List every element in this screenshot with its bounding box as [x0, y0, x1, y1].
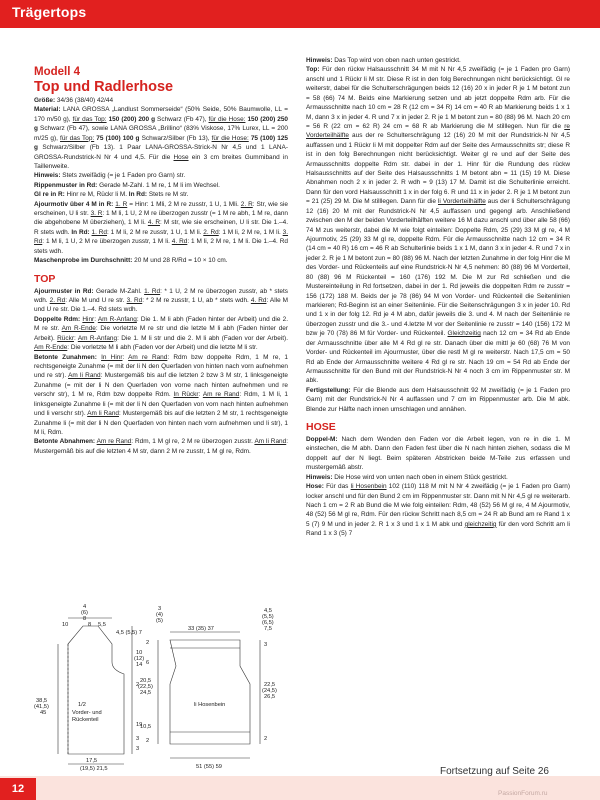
doppelte-t3: : Die vorletzte M re str und die letzte M li abh (Faden hinter der Arbeit). [34, 325, 288, 342]
schematics [28, 604, 298, 774]
material-t5: Schwarz/Silber (Fb 13). 1 Paar LANA-GROSSA-Strick-N Nr 4,5 und 1 LANA-GROSSA-Rundstrick-N Nr 4 und 4,5. Für die [34, 144, 288, 161]
top-heading: TOP [34, 272, 56, 285]
d2-left-a: 2 [146, 640, 150, 646]
material-b4: 75 (100) 125 g [34, 134, 288, 152]
doppelte-t2: : Die 1. M li abh (Faden hinter der Arbeit) und die 2. M re str. [34, 315, 288, 333]
doppelte-u1: Hinr [82, 315, 95, 323]
hose-heading: HOSE [306, 421, 336, 434]
betonte-zu-t2: : Rdm bzw doppelte Rdm, 1 M re, 1 rechtsgeneigte Zunahme (= mit der li N den Querfaden von hinten nach vorn aufnehmen und re str). [34, 353, 288, 380]
d1-right-f: 19 [136, 722, 143, 728]
betonte-ab-u2: Am li Rand [254, 438, 287, 446]
ajour-u1: 1. R [115, 200, 128, 208]
betonte-zu-t1: : [122, 353, 129, 361]
model-title: Top und Radlerhose [34, 79, 174, 95]
ajour-paragraph [34, 200, 288, 257]
ajour-t9: : 1 M li, 2 M re, 1 M li. Die 1.–4. Rd stets wdh. [34, 238, 288, 255]
d2-left-g: 2 [146, 738, 150, 744]
sizes-text: 34/36 (38/40) 42/44 [55, 97, 114, 104]
d2-left-c: 20,5 [140, 678, 152, 684]
maschenprobe-paragraph [34, 256, 288, 265]
d1-half: 1/2 [78, 702, 86, 708]
right-column [306, 56, 570, 539]
doppelte-u2: Am R-Anfang [97, 315, 137, 323]
doppelte-u4: Rückr [57, 334, 74, 342]
d2-left-f: 10,5 [140, 724, 152, 730]
d2-top-c: (5) [156, 618, 163, 624]
doppelte-t4: : [73, 334, 78, 342]
betonte-zu-t6: : Mustergemäß bis auf die letzten 2 M str, 1 rechtsgeneigte Zunahme li (= mit der li N den Querfaden von hinten nach vorn aufnehmen und li str), 1 M li, Rdm. [34, 410, 288, 436]
d1-top-mid: 8 [88, 622, 92, 628]
top-label: Top: [306, 66, 320, 74]
rippen-label: Rippenmuster in Rd: [34, 181, 98, 189]
hose-schematic [158, 632, 260, 758]
material-u4: für die Hose: [211, 134, 249, 142]
d2-right-e: 3 [264, 642, 268, 648]
betonte-ab-t1: : Rdm, 1 M gl re, 2 M re überzogen zusstr. [131, 438, 255, 446]
gl-re-text: Hinr re M, Rückr li M. [64, 191, 129, 199]
d2-right-i: 2 [264, 736, 268, 742]
doppel-text: Nach dem Wenden den Faden vor die Arbeit legen, von re in die 1. M einstechen, die M abh. Dann den Faden fest über die N nach hinten ziehen, sodass die M doppelt auf der N liegt. Beim späteren Abstricken beide M-Teile zus erfassen und mustergemäß abstr. [306, 436, 570, 472]
d1-left-c: 45 [40, 710, 47, 716]
d2-right-c: (6,5) [262, 620, 274, 626]
betonte-ab-t2: : Mustergemäß bis auf die letzten 4 M str, dann 2 M re zusstr, 1 M gl re, Rdm. [34, 438, 288, 455]
hinweis2-text: Das Top wird von oben nach unten gestrickt. [332, 57, 461, 64]
hose-text: Für das [323, 483, 351, 491]
rippen-paragraph [34, 181, 288, 190]
page-number: 12 [0, 778, 36, 800]
material-b1: 150 (200) 200 g [106, 115, 156, 123]
ajour-t4: : M str, wie sie erscheinen, U li str. Die 1.–4. R stets wdh. [34, 219, 288, 236]
hinweis3-text: Die Hose wird von unten nach oben in einem Stück gestrickt. [332, 473, 508, 481]
material-u5: Hose [173, 153, 189, 161]
hose-outline [170, 640, 250, 744]
doppelte-u3: Am R-Ende [61, 325, 96, 333]
d2-right-d: 7,5 [264, 626, 272, 632]
doppelte-u5: Am R-Anfang [77, 334, 118, 342]
ajourmuster-u3: 3. Rd [126, 297, 143, 305]
top-t1: aus der re Schulterschrägung 12 (16) 20 M mit der Rundstrick-N Nr 4,5 auffassen und 1 Rückr li M mit doppelter Rdm auf der Seite des Armausschnitts str; diese R ist in den folg Berechnungen nicht berücksichtigt. Weiter gl re und auf der Seite des Armausschnitts doppelte Rdm str. dabei in der 1. Hinr für die Rundung des rückw Halsausschnitts auf der Seite des Halsausschnitts 1 M betont abn = 11 (15) 19 M. Diese Abnahmen noch 2 x in jeder 2. R wdh = 9 (13) 17 M. Damit ist die Schulterlinie erreicht. Dann für den vord Halsausschnitt 1 x in der folg 6. R und 11 x in jeder 2. R je 1 M betont zun = 21 (25) 29 M. Die M stilllegen. Dann für die [306, 132, 570, 206]
doppel-label: Doppel-M: [306, 436, 338, 444]
d2-bottom: 51 (55) 59 [196, 764, 222, 770]
ajour-t2: : Str, wie sie erscheinen, U li str. [34, 200, 289, 218]
betonte-ab-label: Betonte Abnahmen: [34, 438, 96, 446]
ajourmuster-text: Gerade M-Zahl. [93, 287, 145, 295]
ajourmuster-u1: 1. Rd [144, 287, 161, 295]
hinweis-text: Stets zweifädig (= je 1 Faden pro Garn) str. [60, 172, 186, 180]
material-u2: für die Hose: [208, 115, 246, 123]
ajour-u3: 3. R [90, 210, 103, 218]
top-t3: nach 12 cm = 34 Rd ab Ende der Armausschnitte über alle M 4 Rd gl re str. Danach über die mittl je 60 (68) 76 M von Vorder- und Rückenteil im Ajourmuster, über die restl M gl re weiterstr. Nach 17,5 cm = 50 Rd ab Ende der Armausschnitte weitere 4 Rd gl re str. Nach 19 cm = 54 Rd ab Ende der Armausschnitte für den Bund mit der Rundstrick-N Nr 4 noch 3 cm im Rippenmuster str. M abk. [306, 330, 571, 385]
d2-right-a: 4,5 [264, 608, 272, 614]
hose-t1: 102 (110) 118 M mit N Nr 4 zweifädig (= je 1 Faden pro Garn) locker anschl und für den Bund 2 cm im Rippenmuster str. Dann mit N Nr 4,5 gl re weiterarb. Nach 1 cm = 2 R ab Bund die M wie folg einteilen: Rdm, 48 (52) 56 M gl re, 4 M Ajourmotiv, 48 (52) 56 M gl re, Rdm. Für den rückw Schritt nach 8,5 cm = 24 R ab Bund am re Rand 1 x 5 (7) 9 M und in jeder 2. R 1 x 3 und 1 x 1 M abk und [306, 483, 570, 528]
top-u2: li Vorderteilhälfte [437, 198, 486, 206]
top-outline [68, 626, 124, 754]
gl-re-label2: In Rd: [128, 191, 148, 199]
hose-label: Hose: [306, 483, 324, 491]
gl-re-label: Gl re in R: [34, 191, 65, 199]
d1-right-a: 4,5 (5,5) 7 [116, 630, 142, 636]
betonte-zu-u1: In Hinr [101, 353, 123, 361]
material-t4: Schwarz/Silber (Fb 13), [139, 134, 212, 142]
material-t6: ein 3 cm breites Gummiband in Taillenweite. [34, 153, 288, 170]
d1-right-b: 10 [136, 650, 143, 656]
hinweis-paragraph [34, 171, 288, 180]
ajour-t1: = Hinr: 1 Mli, 2 M re zusstr, 1 U, 1 Mli. [127, 200, 241, 208]
d1-label2: Rückenteil [72, 717, 99, 723]
ajour-u8: 4. Rd [171, 238, 188, 246]
ajour-u2: 2. R [240, 200, 253, 208]
betonte-zu-u4: In Rückr [173, 391, 199, 399]
doppelte-label: Doppelte Rdm: [34, 315, 81, 323]
d2-left-d: (22,5) [138, 684, 153, 690]
maschenprobe-label: Maschenprobe im Durchschnitt: [34, 257, 133, 265]
d2-left-e: 24,5 [140, 690, 152, 696]
d1-label1: Vorder- und [72, 710, 102, 716]
betonte-zunahmen-paragraph [34, 353, 288, 438]
hose-paragraph [306, 482, 570, 539]
ajourmuster-t2: : Alle M und U re str. [65, 297, 127, 305]
d2-label: li Hosenbein [194, 702, 226, 708]
d1-top-right: 5,5 [98, 622, 106, 628]
betonte-abnahmen-paragraph [34, 437, 288, 456]
hose-t2: für den vord Schritt am li Rand 1 x 3 (5) 7 [306, 520, 570, 538]
ajour-u4: 4. R [147, 219, 160, 227]
material-u3: für das Top: [60, 134, 95, 142]
sizes-label: Größe: [34, 97, 56, 104]
d1-shoulder3: 8 [83, 616, 87, 622]
ajourmuster-label: Ajourmuster in Rd: [34, 287, 94, 295]
betonte-ab-u1: Am re Rand [96, 438, 132, 446]
doppelte-paragraph [34, 315, 288, 353]
fertigstellung-paragraph [306, 386, 570, 414]
ajourmuster-paragraph [34, 287, 288, 315]
betonte-zu-u2: Am re Rand [128, 353, 168, 361]
ajour-u5: 1. Rd [91, 228, 107, 236]
d1-right-d: 14 [136, 662, 143, 668]
top-u1: re Vorderteilhälfte [306, 122, 570, 140]
material-label: Material: [34, 106, 61, 114]
doppelte-t6: : Die vorletzte M li abh (Faden vor der Arbeit) und die letzte M li str. [67, 344, 258, 352]
ajourmuster-u2: 2. Rd [49, 297, 66, 305]
hinweis3-label: Hinweis: [306, 473, 333, 481]
d2-right-g: (24,5) [262, 688, 277, 694]
d1-right-e: 2 [136, 682, 140, 688]
d1-right-c: (12) [134, 656, 145, 662]
model-label: Modell 4 [34, 66, 81, 78]
ajour-t7: : 1 M li, 2 M re, 1 M li. [218, 228, 283, 236]
gl-re-paragraph [34, 190, 288, 199]
doppelte-t5: : Die 1. M li str und die 2. M li abh (Faden vor der Arbeit). [117, 334, 288, 342]
d2-left-b: 6 [146, 660, 150, 666]
top-u3: Gleichzeitig [447, 330, 481, 338]
d1-bottom-b: (19,5) 21,5 [80, 766, 108, 772]
material-t3: Schwarz (Fb 47), sowie LANA GROSSA „Brillino“ (83% Viskose, 17% Lurex, LL = 200 m/25 g), [34, 125, 288, 142]
hinweis-label: Hinweis: [34, 172, 61, 180]
doppelte-t1: : [94, 315, 98, 323]
ajour-u7: 3. Rd [34, 228, 289, 246]
left-column [34, 96, 288, 456]
betonte-zu-u5: Am re Rand [202, 391, 240, 399]
fertig-label: Fertigstellung: [306, 386, 351, 394]
hinweis2-paragraph [306, 56, 570, 65]
material-paragraph [34, 105, 288, 171]
d2-top-width: 33 (35) 37 [188, 626, 214, 632]
ajour-label2: In Rd: [71, 228, 90, 236]
material-t2: Schwarz (Fb 47), [155, 115, 209, 123]
material-u1: für das Top: [72, 115, 107, 123]
top-text: Für den rückw Halsausschnitt 34 M mit N Nr 4,5 zweifädig (= je 1 Faden pro Garn) anschl und 1 Rückr li M str. Diese R ist in den folg Berechnungen nicht berücksichtigt. Gl re weiterstr, dabei für die Schulterschrägungen beids 12 (16) 20 x in jeder R je 1 M betont zun = 58 (66) 74 M. Beids eine Markierung setzen und ab jetzt doppelte Rdm arb. Für die Armausschnitte nach 10 cm = 28 R (12 cm = 34 R) 14 cm = 40 R ab Markierung beids 1 x 1 M, dann 3 x in jeder 4. R und 7 x in jeder 2. R je 1 M betont zun = 80 (88) 96 M. Nach 20 cm = 56 R (22 cm = 62 R) 24 cm = 68 R ab Markierung die M stilllegen. Nun für die [306, 66, 570, 130]
schematics-svg [28, 604, 298, 774]
doppel-paragraph [306, 435, 570, 473]
section-title: Trägertops [12, 4, 87, 20]
ajour-label: Ajourmotiv über 4 M in R: [34, 200, 114, 208]
d1-right-h: 3 [136, 746, 140, 752]
ajourmuster-u4: 4. Rd [250, 297, 267, 305]
material-text: LANA GROSSA „Landlust Sommerseide“ (50% Seide, 50% Baumwolle, LL = 170 m/50 g), [34, 106, 288, 123]
d1-top-left: 10 [62, 622, 69, 628]
ajour-t3: : 1 M li, 1 U, 2 M re überzogen zusstr (= 1 M re abh, 1 M re, dann die abgehobene M überziehen), 1 M li. [34, 210, 289, 227]
hinweis3-paragraph [306, 473, 570, 482]
header-band [0, 0, 600, 28]
material-b3: 75 (100) 100 g [94, 134, 140, 142]
d1-left-b: (41,5) [34, 704, 49, 710]
betonte-zu-u3: Am li Rand [68, 372, 101, 380]
ajour-u6: 2. Rd [203, 228, 219, 236]
ajour-t6: : 1 M li, 2 M re zusstr, 1 U, 1 M li. [107, 228, 204, 236]
gl-re-text2: Stets re M str. [147, 191, 189, 199]
rippen-text: Gerade M-Zahl. 1 M re, 1 M li im Wechsel. [97, 181, 220, 189]
d2-right-f: 22,5 [264, 682, 276, 688]
fertig-text: Für die Blende aus dem Halsausschnitt 92 M zweifädig (= je 1 Faden pro Garn) mit der Rundstrick-N Nr 4 auffassen und 7 cm im Rippenmuster arb. Die M abk. Blende zur Hälfte nach innen umschlagen und annähen. [306, 386, 570, 413]
betonte-zu-t4: : [198, 391, 203, 399]
ajourmuster-t4: : Alle M und U re str. Die 1.–4. Rd stets wdh. [34, 297, 289, 314]
sizes-paragraph [34, 96, 288, 105]
betonte-zu-t3: : Mustergemäß bis auf die letzten 2 bzw 3 M str, 1 linksgeneigte Zunahme (= mit der li N den Querfaden von vorne nach hinten aufnehmen und re verschr str), 1 M re, Rdm bzw doppelte Rdm. [34, 372, 289, 399]
top-instructions-paragraph [306, 65, 570, 385]
ajourmuster-t1: : * 1 U, 2 M re überzogen zusstr, ab * stets wdh. [34, 287, 289, 305]
d2-right-h: 26,5 [264, 694, 276, 700]
material-b2: 150 (200) 250 g [34, 115, 288, 133]
d2-top-b: (4) [156, 612, 163, 618]
betonte-zu-t5: : Rdm, 1 M li, 1 linksgeneigte Zunahme li (= mit der li N den Querfaden von vorn nach hinten aufnehmen und li verschr str). [34, 391, 288, 418]
hose-u2: gleichzeitig [464, 520, 497, 528]
d1-left-a: 38,5 [36, 698, 48, 704]
d2-top-a: 3 [158, 606, 162, 612]
ajourmuster-t3: : * 2 M re zusstr, 1 U, ab * stets wdh. [142, 297, 251, 305]
d1-right-g: 3 [136, 736, 140, 742]
maschenprobe-text: 20 M und 28 R/Rd = 10 × 10 cm. [132, 257, 228, 265]
hose-u1: li Hosenbein [350, 483, 387, 491]
continuation-note: Fortsetzung auf Seite 26 [440, 766, 549, 777]
betonte-zu-label: Betonte Zunahmen: [34, 353, 97, 361]
hinweis2-label: Hinweis: [306, 57, 333, 64]
top-schematic [58, 618, 132, 764]
d1-shoulder: 4 [83, 604, 87, 610]
ajour-t8: : 1 M li, 1 U, 2 M re überzogen zusstr, 1 M li. [42, 238, 172, 246]
d1-shoulder2: (6) [81, 610, 88, 616]
top-t2: aus der li Schulterschrägung 12 (16) 20 M mit der Rundstrick-N Nr 4,5 auffassen und gegengl arb. Anschließend zwischen den M der beiden Vorderteilhälften weitere 16 M dazu anschl und über alle 58 (66) 74 M zus weiterstr, dabei die M wie folgt einteilen: Doppelte Rdm, 25 (29) 33 M gl re, 4 M Ajourmotiv, 25 (29) 33 M gl re, doppelte Rdm. Für die Armausschnitte nach 12 cm = 34 R (14 cm = 40 R) 16 cm = 46 R ab Schulterlinie beids 1 x 1 M, dann 3 x in jeder 4. R und 7 x in jeder 2. R je 1 M betont zun = 80 (88) 96 M. Nach der letzten Zunahme in der folg Hinr die M des Vorder- und Rückenteils auf eine Rundstrick-N Nr 4,5 nehmen: 80 (88) 96 M Vorderteil, 80 (88) 96 M Rückenteil = 160 (176) 192 M. Die M zur Rd schließen und die Mustereinteilung in Rd fortsetzen, dabei in der 1. Rd jeweils die doppelten Rdm re zusstr = 156 (172) 188 M. Beids der je 78 (86) 94 M von Vorder- und Rückenteil die Seitenlinien markieren; Rd-Beginn ist an einer Seitenlinie. Für die Seitenschrägungen 3 x in jeder 10. Rd und 1 x in der folg 12. Rd je 4 M abn, dafür jeweils die 3. und 4. M nach der Seitenlinie re überzogen zusstr und die 3.- und 4.letzte M vor der Seitenlinie re zusstr = 140 (156) 172 M bzw je 70 (78) 86 M für Vorder- und Rückenteil. [306, 198, 570, 338]
d2-right-b: (5,5) [262, 614, 274, 620]
watermark: PassionForum.ru [498, 790, 548, 797]
doppelte-u6: Am R-Ende [34, 344, 68, 352]
d1-bottom-a: 17,5 [86, 758, 98, 764]
betonte-zu-u6: Am li Rand [87, 410, 119, 418]
